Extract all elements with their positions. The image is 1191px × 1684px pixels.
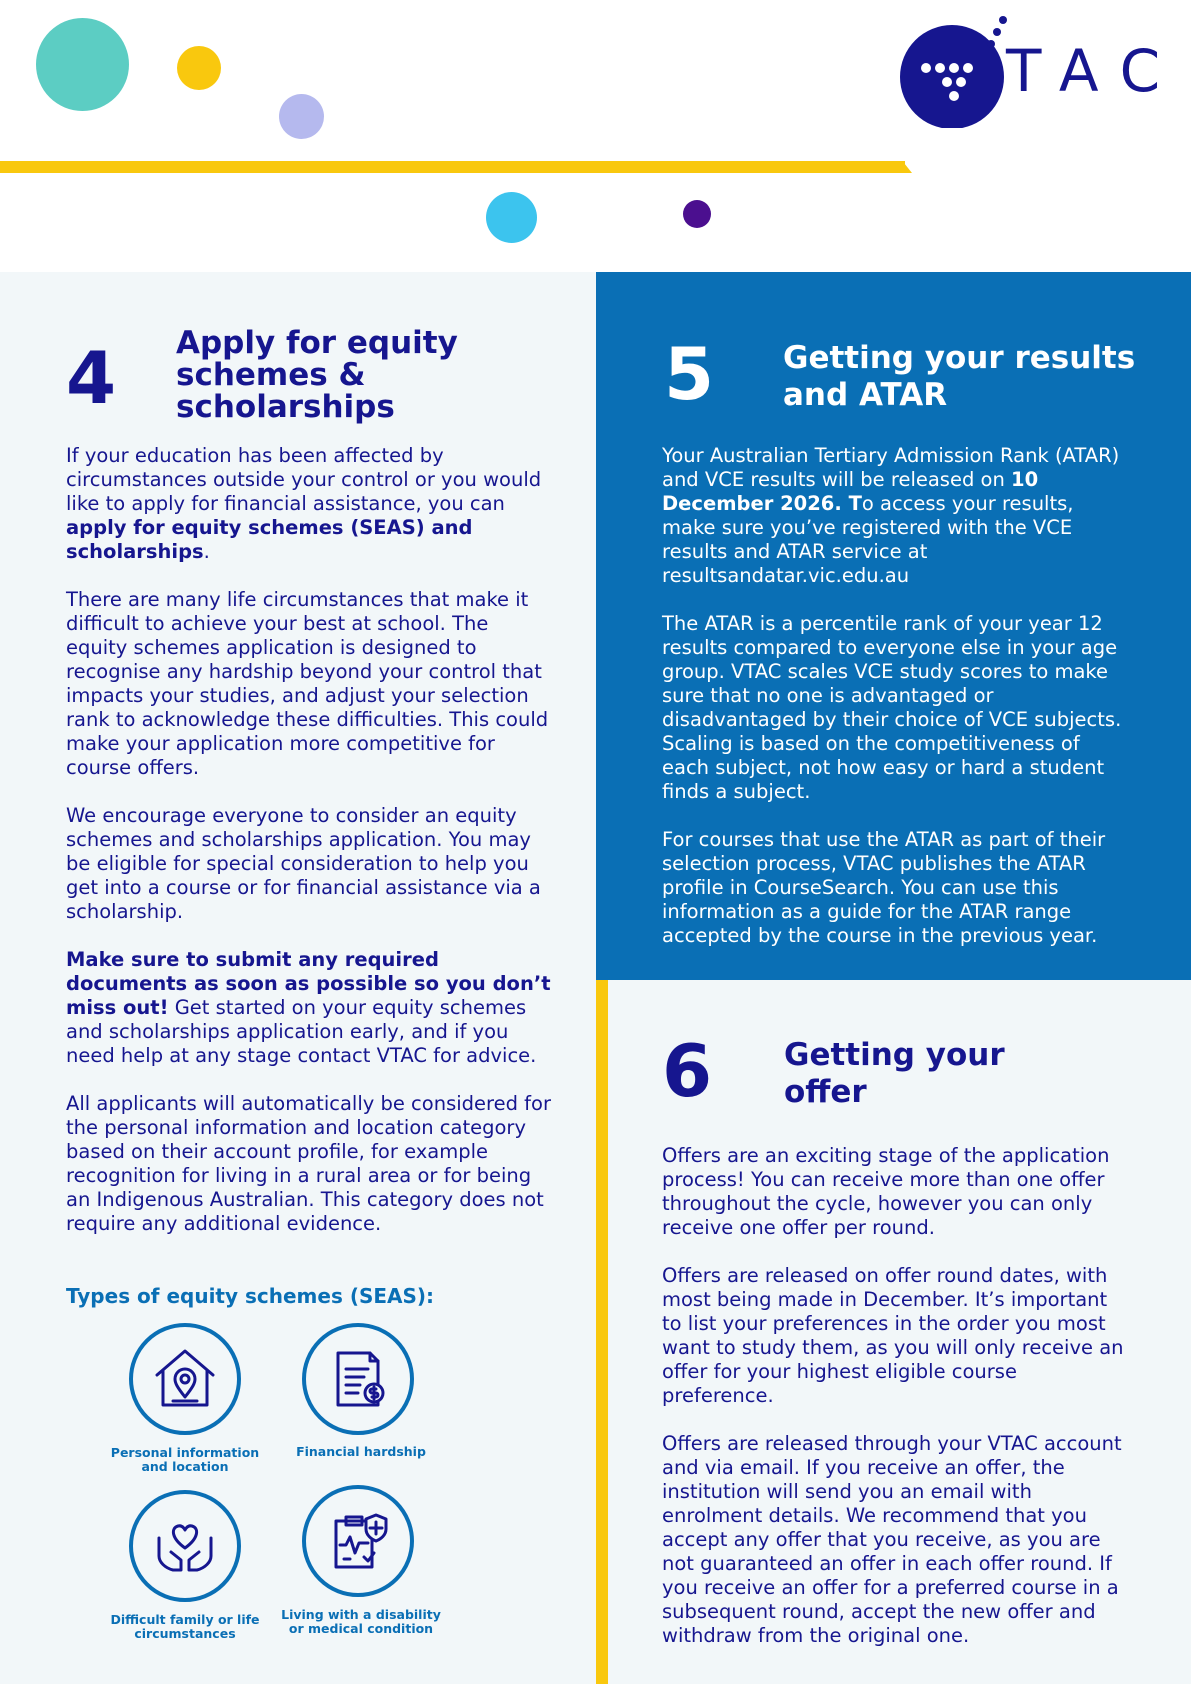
section-5-title-line: Getting your results [783, 340, 1136, 376]
medical-clipboard-icon [302, 1485, 414, 1597]
purple-circle-decoration [683, 200, 711, 228]
hands-heart-icon [129, 1490, 241, 1602]
lavender-circle-decoration [279, 94, 324, 139]
section-6-paragraph: Offers are released through your VTAC account and via email. If you receive an offer, the institution will send you an email with enrolment details. We recommend that you accept any offer that you receive, as you are not guaranteed an offer in each offer round. If you receive an offer for a preferred course in a subsequent round, accept the new offer and withdraw from the original one. [662, 1432, 1122, 1647]
type-label: Financial hardship [296, 1444, 426, 1459]
section-6-number: 6 [662, 1029, 713, 1113]
section-4-paragraph: If your education has been affected by circumstances outside your control or you would like to apply for financial assistance, you can apply for equity schemes (SEAS) and scholarships. [66, 444, 542, 563]
section-6-title-line: Getting your [784, 1037, 1005, 1073]
section-4-title [176, 327, 458, 423]
section-6-accent-bar [596, 980, 608, 1684]
section-5-title-line: and ATAR [783, 377, 948, 413]
yellow-circle-decoration [177, 46, 221, 90]
section-5-paragraph: Your Australian Tertiary Admission Rank (ATAR) and VCE results will be released on 10 December 2026. To access your results, make sure you’ve registered with the VCE results and ATAR service at resultsandatar.vic.edu.au [662, 444, 1120, 587]
logo-wordmark: TAC [1006, 37, 1183, 105]
section-5-body [662, 444, 1132, 972]
type-label: Living with a disability or medical condition [281, 1607, 441, 1636]
section-4-paragraph: We encourage everyone to consider an equity schemes and scholarships application. You may be eligible for special consideration to help you get into a course or for financial assistance via a scholarship. [66, 804, 541, 923]
section-4-title-line: schemes & [176, 357, 366, 393]
house-location-icon [129, 1323, 241, 1435]
section-4-title-line: scholarships [176, 389, 395, 425]
section-6-paragraph: Offers are released on offer round dates, with most being made in December. It’s important to list your preferences in the order you most want to study them, as you will only receive an offer for your highest eligible course preference. [662, 1264, 1124, 1407]
type-label: Difficult family or life circumstances [110, 1612, 260, 1641]
section-4-body [66, 444, 552, 1260]
section-5-title [783, 340, 1135, 414]
invoice-dollar-icon [302, 1323, 414, 1435]
section-4-paragraph: All applicants will automatically be considered for the personal information and location category based on their account profile, for example recognition for living in a rural area or for being an Indigenous Australian. This category does not require any additional evidence. [66, 1092, 551, 1235]
vtac-logo-mark [892, 16, 1012, 128]
section-4-number: 4 [66, 336, 117, 420]
type-label: Personal information and location [110, 1445, 260, 1474]
section-6-title [784, 1037, 1005, 1111]
section-5-paragraph: For courses that use the ATAR as part of their selection process, VTAC publishes the ATAR profile in CourseSearch. You can use this information as a guide for the ATAR range accepted by the course in the previous year. [662, 828, 1106, 947]
header-divider-line [0, 161, 905, 173]
section-5-number: 5 [664, 332, 715, 416]
sky-circle-decoration [486, 192, 537, 243]
section-4-paragraph: Make sure to submit any required documents as soon as possible so you don’t miss out! Get started on your equity schemes and scholarships application early, and if you need help at any stage contact VTAC for advice. [66, 948, 551, 1067]
section-6-title-line: offer [784, 1074, 867, 1110]
section-5-paragraph: The ATAR is a percentile rank of your year 12 results compared to everyone else in your age group. VTAC scales VCE study scores to make sure that no one is advantaged or disadvantaged by their choice of VCE subjects. Scaling is based on the competitiveness of each subject, not how easy or hard a student finds a subject. [662, 612, 1122, 803]
teal-circle-decoration [36, 18, 129, 111]
section-6-paragraph: Offers are an exciting stage of the application process! You can receive more than one offer throughout the cycle, however you can only receive one offer per round. [662, 1144, 1110, 1239]
section-4-paragraph: There are many life circumstances that make it difficult to achieve your best at school. The equity schemes application is designed to recognise any hardship beyond your control that impacts your studies, and adjust your selection rank to acknowledge these difficulties. This could make your application more competitive for course offers. [66, 588, 549, 779]
section-6-body [662, 1144, 1132, 1672]
section-4-title-line: Apply for equity [176, 325, 458, 361]
types-of-schemes-heading: Types of equity schemes (SEAS): [66, 1284, 435, 1308]
